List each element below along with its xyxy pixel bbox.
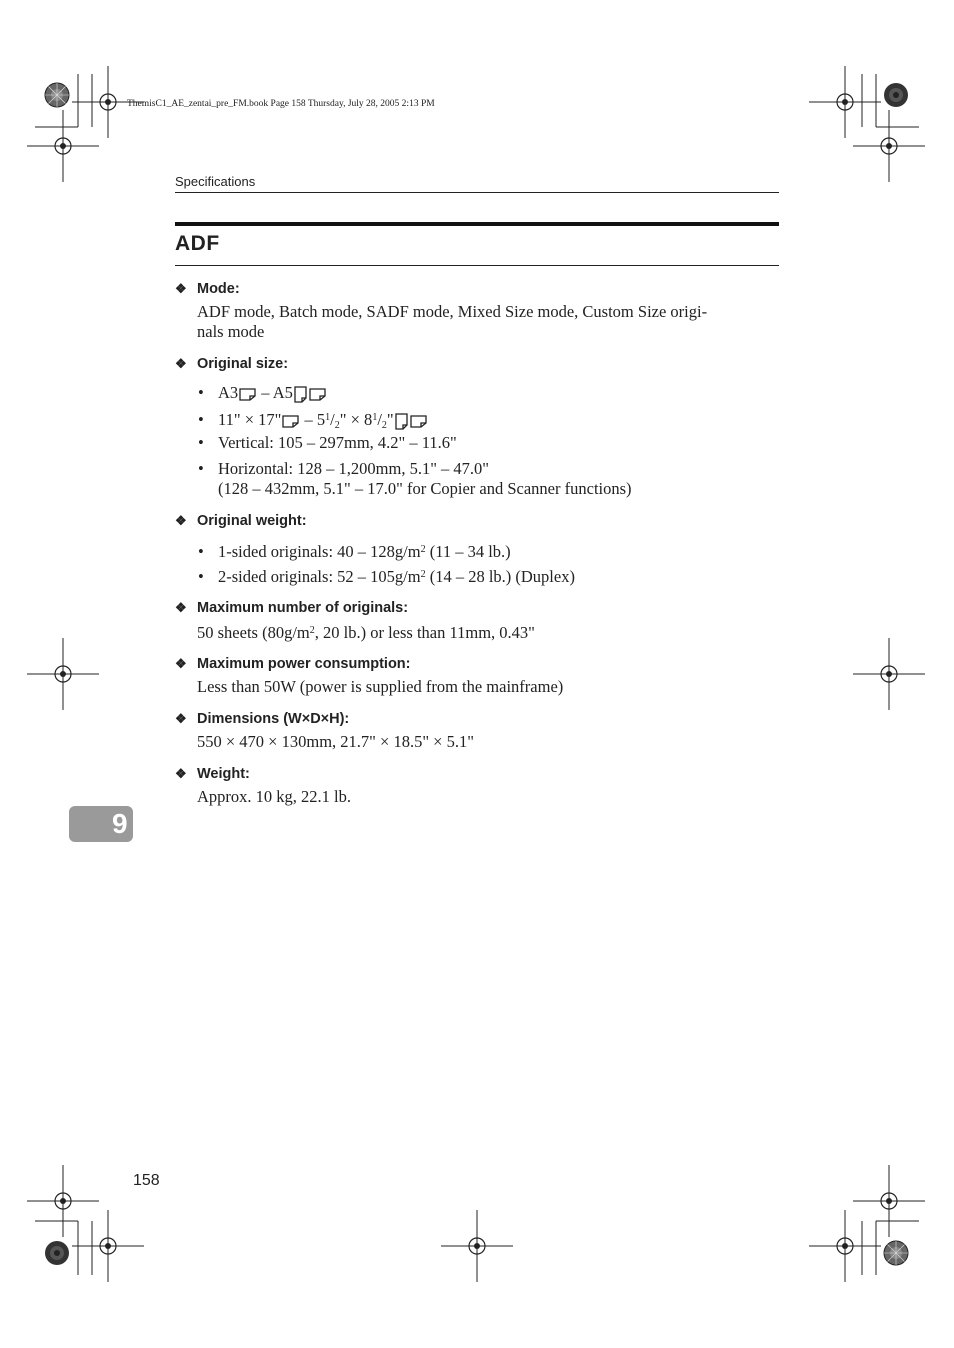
registration-mark-icon: [72, 1210, 144, 1282]
section-heading-original-weight: [175, 513, 307, 529]
max-power-text: Less than 50W (power is supplied from the mainframe): [197, 677, 564, 696]
mode-line-1: ADF mode, Batch mode, SADF mode, Mixed Size mode, Custom Size origi-: [197, 302, 708, 321]
header-rule: [175, 192, 779, 193]
diamond-marker-icon: ❖: [175, 766, 187, 781]
portrait-paper-icon: [395, 413, 408, 430]
landscape-paper-icon: [239, 388, 256, 401]
diamond-marker-icon: ❖: [175, 281, 187, 296]
heading-label: Maximum power consumption:: [197, 656, 411, 672]
heading-label: Dimensions (W×D×H):: [197, 711, 350, 727]
portrait-paper-icon: [294, 386, 307, 403]
landscape-paper-icon: [282, 415, 299, 428]
color-target-icon: [45, 1241, 69, 1265]
registration-mark-icon: [853, 110, 925, 182]
color-target-icon: [884, 1241, 908, 1265]
bullet-icon: •: [198, 459, 204, 478]
diamond-marker-icon: ❖: [175, 356, 187, 371]
heading-label: Maximum number of originals:: [197, 600, 409, 616]
list-item: • 1-sided originals: $40 - 128g/m^2$ (11 – 34 lb.): [198, 542, 511, 561]
bullet-icon: •: [198, 433, 204, 452]
registration-mark-icon: [27, 110, 99, 182]
color-target-icon: [884, 83, 908, 107]
chapter-number: 9: [112, 808, 128, 839]
landscape-paper-icon: [410, 415, 427, 428]
registration-mark-icon: [809, 1210, 881, 1282]
bullet-icon: •: [198, 567, 204, 586]
title-bar: [175, 222, 779, 226]
section-heading-max-power: [175, 656, 411, 672]
registration-mark-icon: [809, 66, 881, 138]
section-heading-mode: [175, 281, 240, 297]
running-header: Specifications: [175, 174, 256, 189]
max-originals-text: 50 sheets ($80g/m^2$, 20 lb.) or less than 11mm, 0.43": [197, 623, 535, 642]
registration-mark-icon: [27, 638, 99, 710]
list-item: • 2-sided originals: $52 - 105g/m^2$ (14 – 28 lb.) (Duplex): [198, 567, 575, 586]
list-item: • Horizontal: 128 – 1,200mm, 5.1" – 47.0" (128 – 432mm, 5.1" – 17.0" for Copier and Scanner functions): [198, 459, 632, 498]
heading-label: Weight:: [197, 766, 250, 782]
weight-text: Approx. 10 kg, 22.1 lb.: [197, 787, 351, 806]
diamond-marker-icon: ❖: [175, 513, 187, 528]
bullet-icon: •: [198, 542, 204, 561]
heading-label: Mode:: [197, 281, 240, 297]
landscape-paper-icon: [309, 388, 326, 401]
registration-mark-icon: [853, 1165, 925, 1237]
diamond-marker-icon: ❖: [175, 600, 187, 615]
list-item: • A3 – A5: [198, 383, 327, 403]
section-heading-dimensions: [175, 711, 349, 727]
registration-mark-icon: [853, 638, 925, 710]
mode-line-2: nals mode: [197, 322, 265, 341]
page-title: ADF: [175, 232, 220, 255]
title-rule: [175, 265, 779, 266]
diamond-marker-icon: ❖: [175, 711, 187, 726]
print-info: ThemisC1_AE_zentai_pre_FM.book Page 158 Thursday, July 28, 2005 2:13 PM: [127, 99, 435, 109]
mode-text: [197, 302, 779, 342]
section-heading-weight: [175, 766, 250, 782]
color-target-icon: [45, 83, 69, 107]
heading-label: Original weight:: [197, 513, 307, 529]
dimensions-text: 550 × 470 × 130mm, 21.7" × 18.5" × 5.1": [197, 732, 474, 751]
registration-mark-icon: [27, 1165, 99, 1237]
bullet-icon: •: [198, 383, 204, 402]
bullet-icon: •: [198, 410, 204, 429]
section-heading-max-originals: [175, 600, 408, 616]
page-number: 158: [133, 1172, 160, 1189]
registration-mark-icon: [441, 1210, 513, 1282]
list-item: • Vertical: 105 – 297mm, 4.2" – 11.6": [198, 433, 457, 452]
section-heading-original-size: [175, 356, 288, 372]
heading-label: Original size:: [197, 356, 289, 372]
list-item: • 11" × 17" – $5^1/_2$" × $8^1/_2$": [198, 408, 428, 436]
diamond-marker-icon: ❖: [175, 656, 187, 671]
